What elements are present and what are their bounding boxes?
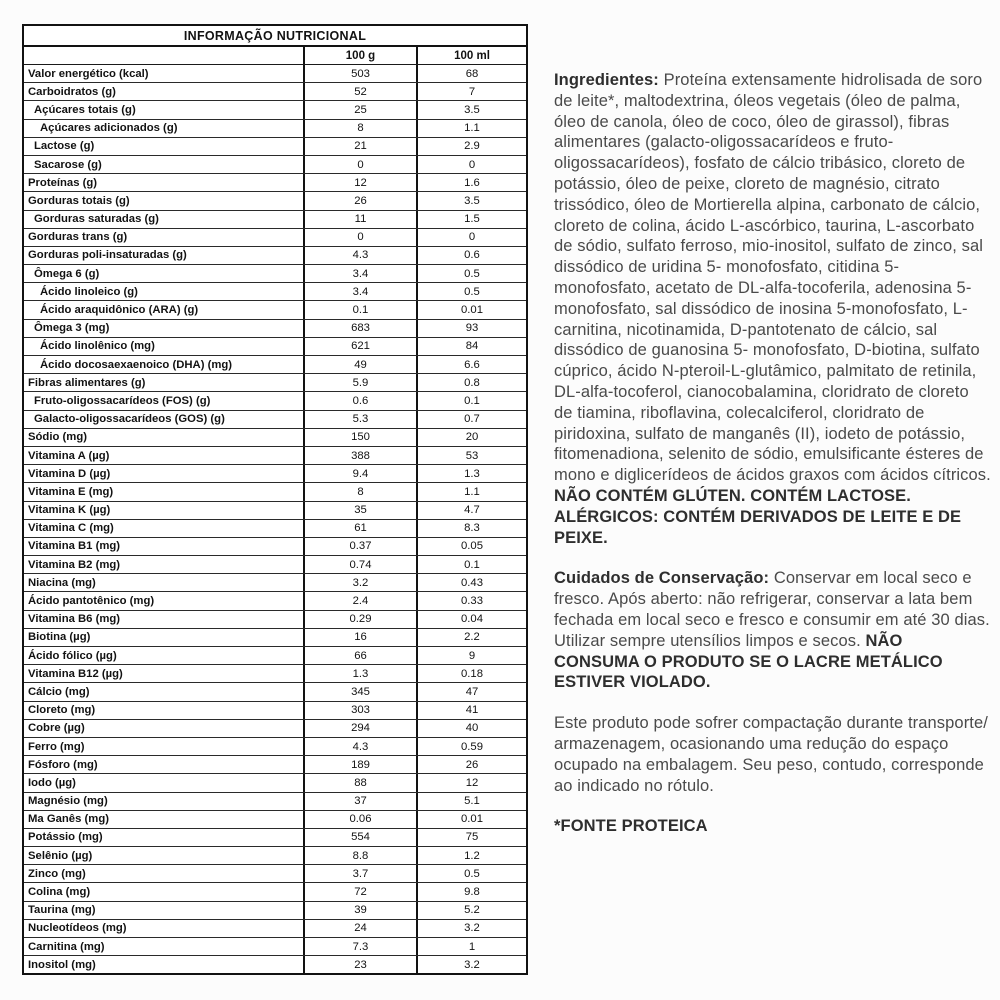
table-row — [24, 191, 526, 209]
bold-text: *FONTE PROTEICA — [554, 817, 708, 836]
bold-text: Cuidados de Conservação: — [554, 569, 774, 588]
value-100g: 5.3 — [303, 411, 416, 428]
nutrient-label: Vitamina E (mg) — [28, 485, 114, 498]
table-row — [24, 282, 526, 300]
value-100ml: 1.6 — [416, 174, 526, 191]
protein-source-note — [554, 816, 991, 837]
value-100ml: 3.2 — [416, 920, 526, 937]
table-row — [24, 573, 526, 591]
nutrient-label: Ácido linoleico (g) — [40, 285, 138, 298]
nutrient-label: Gorduras poli-insaturadas (g) — [28, 249, 187, 262]
nutrient-label: Fibras alimentares (g) — [28, 376, 146, 389]
value-100g: 21 — [303, 138, 416, 155]
table-row — [24, 519, 526, 537]
nutrient-label: Valor energético (kcal) — [28, 67, 149, 80]
nutrient-label: Niacina (mg) — [28, 576, 96, 589]
value-100g: 388 — [303, 447, 416, 464]
value-100g: 683 — [303, 320, 416, 337]
value-100g: 303 — [303, 702, 416, 719]
value-100g: 61 — [303, 520, 416, 537]
value-100g: 0 — [303, 156, 416, 173]
value-100ml: 1.5 — [416, 211, 526, 228]
table-row — [24, 82, 526, 100]
value-100ml: 1.1 — [416, 483, 526, 500]
value-100ml: 47 — [416, 683, 526, 700]
table-row — [24, 737, 526, 755]
compaction-note — [554, 713, 991, 796]
nutrient-label: Taurina (mg) — [28, 904, 96, 917]
nutrient-label: Carboidratos (g) — [28, 85, 116, 98]
table-header-row — [24, 47, 526, 65]
nutrient-label: Sódio (mg) — [28, 431, 87, 444]
table-row — [24, 773, 526, 791]
nutrient-label: Zinco (mg) — [28, 867, 86, 880]
value-100g: 2.4 — [303, 592, 416, 609]
bold-text: NÃO CONTÉM GLÚTEN. CONTÉM LACTOSE. ALÉRGICOS: CONTÉM DERIVADOS DE LEITE E DE PEIXE. — [554, 486, 962, 547]
table-row — [24, 210, 526, 228]
storage-paragraph — [554, 568, 991, 693]
value-100ml: 0.5 — [416, 865, 526, 882]
nutrient-label: Iodo (µg) — [28, 776, 76, 789]
value-100ml: 12 — [416, 774, 526, 791]
value-100g: 0 — [303, 229, 416, 246]
nutrient-label: Vitamina B6 (mg) — [28, 613, 121, 626]
value-100ml: 4.7 — [416, 502, 526, 519]
value-100ml: 5.1 — [416, 793, 526, 810]
table-row — [24, 391, 526, 409]
value-100g: 39 — [303, 902, 416, 919]
value-100g: 66 — [303, 647, 416, 664]
value-100g: 7.3 — [303, 938, 416, 955]
value-100g: 5.9 — [303, 374, 416, 391]
nutrient-label: Biotina (µg) — [28, 631, 91, 644]
nutrient-label: Colina (mg) — [28, 886, 91, 899]
value-100ml: 0.59 — [416, 738, 526, 755]
value-100ml: 1 — [416, 938, 526, 955]
table-row — [24, 537, 526, 555]
value-100ml: 0.6 — [416, 247, 526, 264]
value-100ml: 0.5 — [416, 283, 526, 300]
nutrient-label: Gorduras totais (g) — [28, 194, 130, 207]
value-100g: 3.4 — [303, 283, 416, 300]
table-row — [24, 937, 526, 955]
table-row — [24, 610, 526, 628]
value-100ml: 5.2 — [416, 902, 526, 919]
value-100ml: 75 — [416, 829, 526, 846]
table-row — [24, 100, 526, 118]
value-100ml: 3.2 — [416, 956, 526, 973]
value-100g: 554 — [303, 829, 416, 846]
nutrient-label: Gorduras trans (g) — [28, 231, 128, 244]
value-100g: 8.8 — [303, 847, 416, 864]
value-100g: 16 — [303, 629, 416, 646]
value-100g: 23 — [303, 956, 416, 973]
column-header-100g: 100 g — [303, 47, 416, 64]
nutrient-label: Ácido araquidônico (ARA) (g) — [40, 304, 199, 317]
table-row — [24, 664, 526, 682]
table-row — [24, 628, 526, 646]
value-100ml: 0.04 — [416, 611, 526, 628]
value-100ml: 0.5 — [416, 265, 526, 282]
nutrient-label: Vitamina A (µg) — [28, 449, 110, 462]
nutrient-label: Carnitina (mg) — [28, 940, 105, 953]
nutrient-label: Gorduras saturadas (g) — [34, 213, 159, 226]
nutrient-label: Cobre (µg) — [28, 722, 85, 735]
table-row — [24, 828, 526, 846]
value-100ml: 0.01 — [416, 301, 526, 318]
table-row — [24, 591, 526, 609]
value-100g: 52 — [303, 83, 416, 100]
table-row — [24, 410, 526, 428]
nutrient-label: Galacto-oligossacarídeos (GOS) (g) — [34, 413, 225, 426]
value-100g: 9.4 — [303, 465, 416, 482]
value-100g: 11 — [303, 211, 416, 228]
nutrient-label: Ácido linolênico (mg) — [40, 340, 155, 353]
nutrient-label: Potássio (mg) — [28, 831, 103, 844]
table-row — [24, 810, 526, 828]
table-row — [24, 901, 526, 919]
value-100g: 0.37 — [303, 538, 416, 555]
nutrient-label: Proteínas (g) — [28, 176, 98, 189]
table-title: INFORMAÇÃO NUTRICIONAL — [24, 26, 526, 47]
nutrient-label: Inositol (mg) — [28, 958, 96, 971]
value-100ml: 2.9 — [416, 138, 526, 155]
nutrient-label: Cloreto (mg) — [28, 704, 96, 717]
value-100g: 8 — [303, 483, 416, 500]
value-100ml: 0.01 — [416, 811, 526, 828]
value-100ml: 1.3 — [416, 465, 526, 482]
value-100g: 0.74 — [303, 556, 416, 573]
value-100g: 503 — [303, 65, 416, 82]
value-100ml: 9 — [416, 647, 526, 664]
ingredients-paragraph — [554, 70, 991, 548]
value-100g: 0.29 — [303, 611, 416, 628]
table-row — [24, 246, 526, 264]
table-row — [24, 65, 526, 82]
value-100g: 3.7 — [303, 865, 416, 882]
nutrient-label: Ferro (mg) — [28, 740, 85, 753]
table-row — [24, 701, 526, 719]
body-text: Conservar em local seco e fresco. Após aberto: não refrigerar, conservar a lata bem fechada em local seco e fresco e consumir em até 30 dias. Utilizar sempre utensílios limpos e secos. — [554, 569, 990, 650]
value-100ml: 26 — [416, 756, 526, 773]
body-text: Proteína extensamente hidrolisada de soro de leite*, maltodextrina, óleos vegetais (óleo de palma, óleo de canola, óleo de coco, óleo de girassol), fibras alimentares (galacto-oligossacarídeos e fruto-oligossacarídeos), fosfato de cálcio tribásico, cloreto de potássio, óleo de peixe, cloreto de magnésio, citrato trissódico, óleo de Mortierella alpina, carbonato de cálcio, cloreto de colina, ácido L-ascórbico, taurina, L-ascorbato de sódio, sulfato ferroso, mio-inositol, sulfato de zinco, sal dissódico de uridina 5- monofosfato, citidina 5-monofosfato, acetato de DL-alfa-tocoferila, adenosina 5-monofosfato, sal dissódico de inosina 5-monofosfato, L-carnitina, nicotinamida, D-pantotenato de cálcio, sal dissódico de guanosina 5- monofosfato, D-biotina, sulfato cúprico, ácido N-pteroil-L-glutâmico, palmitato de retinila, DL-alfa-tocoferol, cianocobalamina, cloridrato de cloreto de tiamina, riboflavina, colecalciferol, cloridrato de piridoxina, sulfato de manganês (II), iodeto de potássio, fitomenadiona, selenito de sódio, emulsificante ésteres de mono e diglicerídeos de ácidos graxos com ácidos cítricos. — [554, 71, 991, 485]
value-100ml: 3.5 — [416, 192, 526, 209]
value-100g: 37 — [303, 793, 416, 810]
value-100ml: 0.43 — [416, 574, 526, 591]
nutrient-label: Ácido pantotênico (mg) — [28, 595, 155, 608]
value-100ml: 0 — [416, 229, 526, 246]
nutrient-label: Lactose (g) — [34, 140, 95, 153]
table-row — [24, 355, 526, 373]
table-row — [24, 882, 526, 900]
value-100g: 35 — [303, 502, 416, 519]
value-100g: 0.6 — [303, 392, 416, 409]
value-100g: 8 — [303, 120, 416, 137]
value-100ml: 2.2 — [416, 629, 526, 646]
table-row — [24, 919, 526, 937]
table-row — [24, 446, 526, 464]
info-panel — [554, 70, 991, 857]
nutrient-label: Selênio (µg) — [28, 849, 93, 862]
nutrient-label: Vitamina B1 (mg) — [28, 540, 121, 553]
table-row — [24, 464, 526, 482]
value-100g: 4.3 — [303, 247, 416, 264]
nutrient-label: Açúcares totais (g) — [34, 103, 136, 116]
bold-text: Ingredientes: — [554, 71, 664, 89]
table-row — [24, 137, 526, 155]
value-100ml: 0.1 — [416, 556, 526, 573]
value-100ml: 53 — [416, 447, 526, 464]
value-100ml: 0.33 — [416, 592, 526, 609]
value-100g: 49 — [303, 356, 416, 373]
body-text: Este produto pode sofrer compactação durante transporte/ armazenagem, ocasionando uma redução do espaço ocupado na embalagem. Seu peso, contudo, corresponde ao indicado no rótulo. — [554, 714, 988, 795]
value-100ml: 7 — [416, 83, 526, 100]
table-row — [24, 846, 526, 864]
table-row — [24, 155, 526, 173]
bold-text: NÃO CONSUMA O PRODUTO SE O LACRE METÁLICO ESTIVER VIOLADO. — [554, 631, 943, 692]
nutrient-label: Ômega 6 (g) — [34, 267, 100, 280]
nutrient-label: Vitamina D (µg) — [28, 467, 111, 480]
nutrient-label: Ácido docosaexaenoico (DHA) (mg) — [40, 358, 233, 371]
nutrient-label: Vitamina K (µg) — [28, 504, 111, 517]
table-row — [24, 755, 526, 773]
value-100g: 294 — [303, 720, 416, 737]
value-100g: 25 — [303, 101, 416, 118]
value-100g: 3.4 — [303, 265, 416, 282]
value-100ml: 0.7 — [416, 411, 526, 428]
column-header-empty — [24, 47, 303, 64]
value-100g: 345 — [303, 683, 416, 700]
value-100g: 4.3 — [303, 738, 416, 755]
value-100ml: 41 — [416, 702, 526, 719]
table-row — [24, 682, 526, 700]
value-100ml: 3.5 — [416, 101, 526, 118]
nutrient-label: Fósforo (mg) — [28, 758, 98, 771]
table-row — [24, 864, 526, 882]
nutrition-table — [22, 24, 528, 975]
table-row — [24, 264, 526, 282]
nutrient-label: Ômega 3 (mg) — [34, 322, 110, 335]
value-100ml: 93 — [416, 320, 526, 337]
table-row — [24, 373, 526, 391]
table-row — [24, 955, 526, 973]
nutrient-label: Cálcio (mg) — [28, 685, 90, 698]
value-100ml: 0 — [416, 156, 526, 173]
nutrient-label: Fruto-oligossacarídeos (FOS) (g) — [34, 394, 211, 407]
table-row — [24, 228, 526, 246]
table-row — [24, 482, 526, 500]
nutrient-label: Vitamina C (mg) — [28, 522, 114, 535]
value-100g: 12 — [303, 174, 416, 191]
value-100ml: 0.18 — [416, 665, 526, 682]
value-100ml: 1.2 — [416, 847, 526, 864]
value-100g: 26 — [303, 192, 416, 209]
value-100g: 150 — [303, 429, 416, 446]
table-row — [24, 300, 526, 318]
value-100g: 0.1 — [303, 301, 416, 318]
value-100ml: 0.05 — [416, 538, 526, 555]
value-100ml: 6.6 — [416, 356, 526, 373]
table-row — [24, 119, 526, 137]
table-row — [24, 646, 526, 664]
value-100ml: 84 — [416, 338, 526, 355]
nutrient-label: Vitamina B2 (mg) — [28, 558, 121, 571]
column-header-100ml: 100 ml — [416, 47, 526, 64]
value-100ml: 68 — [416, 65, 526, 82]
value-100ml: 0.1 — [416, 392, 526, 409]
nutrient-label: Ácido fólico (µg) — [28, 649, 117, 662]
table-row — [24, 428, 526, 446]
value-100g: 1.3 — [303, 665, 416, 682]
value-100g: 88 — [303, 774, 416, 791]
value-100g: 24 — [303, 920, 416, 937]
nutrient-label: Ma Ganês (mg) — [28, 813, 109, 826]
nutrition-table-rows — [24, 65, 526, 973]
value-100ml: 9.8 — [416, 883, 526, 900]
nutrient-label: Nucleotídeos (mg) — [28, 922, 127, 935]
value-100ml: 1.1 — [416, 120, 526, 137]
value-100ml: 40 — [416, 720, 526, 737]
value-100g: 621 — [303, 338, 416, 355]
value-100ml: 8.3 — [416, 520, 526, 537]
table-row — [24, 319, 526, 337]
nutrient-label: Vitamina B12 (µg) — [28, 667, 123, 680]
table-row — [24, 792, 526, 810]
table-row — [24, 719, 526, 737]
value-100g: 72 — [303, 883, 416, 900]
table-row — [24, 555, 526, 573]
table-row — [24, 173, 526, 191]
value-100ml: 20 — [416, 429, 526, 446]
value-100g: 3.2 — [303, 574, 416, 591]
value-100g: 0.06 — [303, 811, 416, 828]
value-100g: 189 — [303, 756, 416, 773]
value-100ml: 0.8 — [416, 374, 526, 391]
nutrient-label: Sacarose (g) — [34, 158, 102, 171]
nutrient-label: Açúcares adicionados (g) — [40, 122, 178, 135]
table-row — [24, 337, 526, 355]
table-row — [24, 501, 526, 519]
nutrient-label: Magnésio (mg) — [28, 795, 108, 808]
